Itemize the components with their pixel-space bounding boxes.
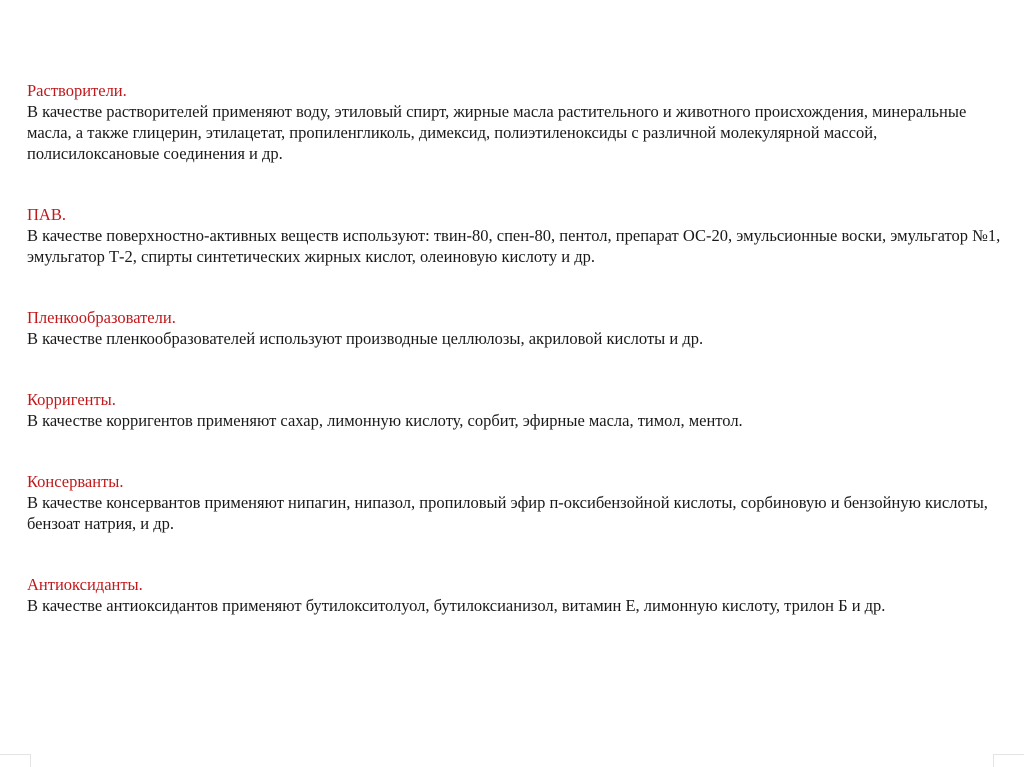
section-heading: Антиоксиданты. <box>27 575 143 594</box>
section-spacer <box>27 267 1012 307</box>
section-antioxidants <box>27 574 1012 616</box>
slide-corner-mark <box>0 754 31 767</box>
section-spacer <box>27 349 1012 389</box>
section-spacer <box>27 164 1012 204</box>
section-body: В качестве консервантов применяют нипагин, нипазол, пропиловый эфир п-оксибензойной кислоты, сорбиновую и бензойную кислоты, бензоат натрия, и др. <box>27 493 988 533</box>
section-heading: ПАВ. <box>27 205 66 224</box>
section-body: В качестве поверхностно-активных веществ используют: твин-80, спен-80, пентол, препарат ОС-20, эмульсионные воски, эмульгатор №1, эмульгатор Т-2, спирты синтетических жирных кислот, олеиновую кислоту и др. <box>27 226 1001 266</box>
section-body: В качестве пленкообразователей используют производные целлюлозы, акриловой кислоты и др. <box>27 329 704 348</box>
section-body: В качестве корригентов применяют сахар, лимонную кислоту, сорбит, эфирные масла, тимол, ментол. <box>27 411 743 430</box>
section-heading: Пленкообразователи. <box>27 308 176 327</box>
section-spacer <box>27 431 1012 471</box>
section-surfactants <box>27 204 1012 267</box>
section-body: В качестве антиоксидантов применяют бутилокситолуол, бутилоксианизол, витамин Е, лимонную кислоту, трилон Б и др. <box>27 596 886 615</box>
section-film-formers <box>27 307 1012 349</box>
section-heading: Консерванты. <box>27 472 124 491</box>
section-heading: Корригенты. <box>27 390 116 409</box>
section-correctors <box>27 389 1012 431</box>
section-spacer <box>27 534 1012 574</box>
section-solvents <box>27 80 1012 164</box>
section-preservatives <box>27 471 1012 534</box>
slide-corner-mark <box>993 754 1024 767</box>
section-heading: Растворители. <box>27 81 127 100</box>
slide-content <box>27 80 1012 616</box>
section-body: В качестве растворителей применяют воду, этиловый спирт, жирные масла растительного и животного происхождения, минеральные масла, а также глицерин, этилацетат, пропиленгликоль, димексид, полиэтиленоксиды с различной молекулярной массой, полисилоксановые соединения и др. <box>27 102 967 163</box>
